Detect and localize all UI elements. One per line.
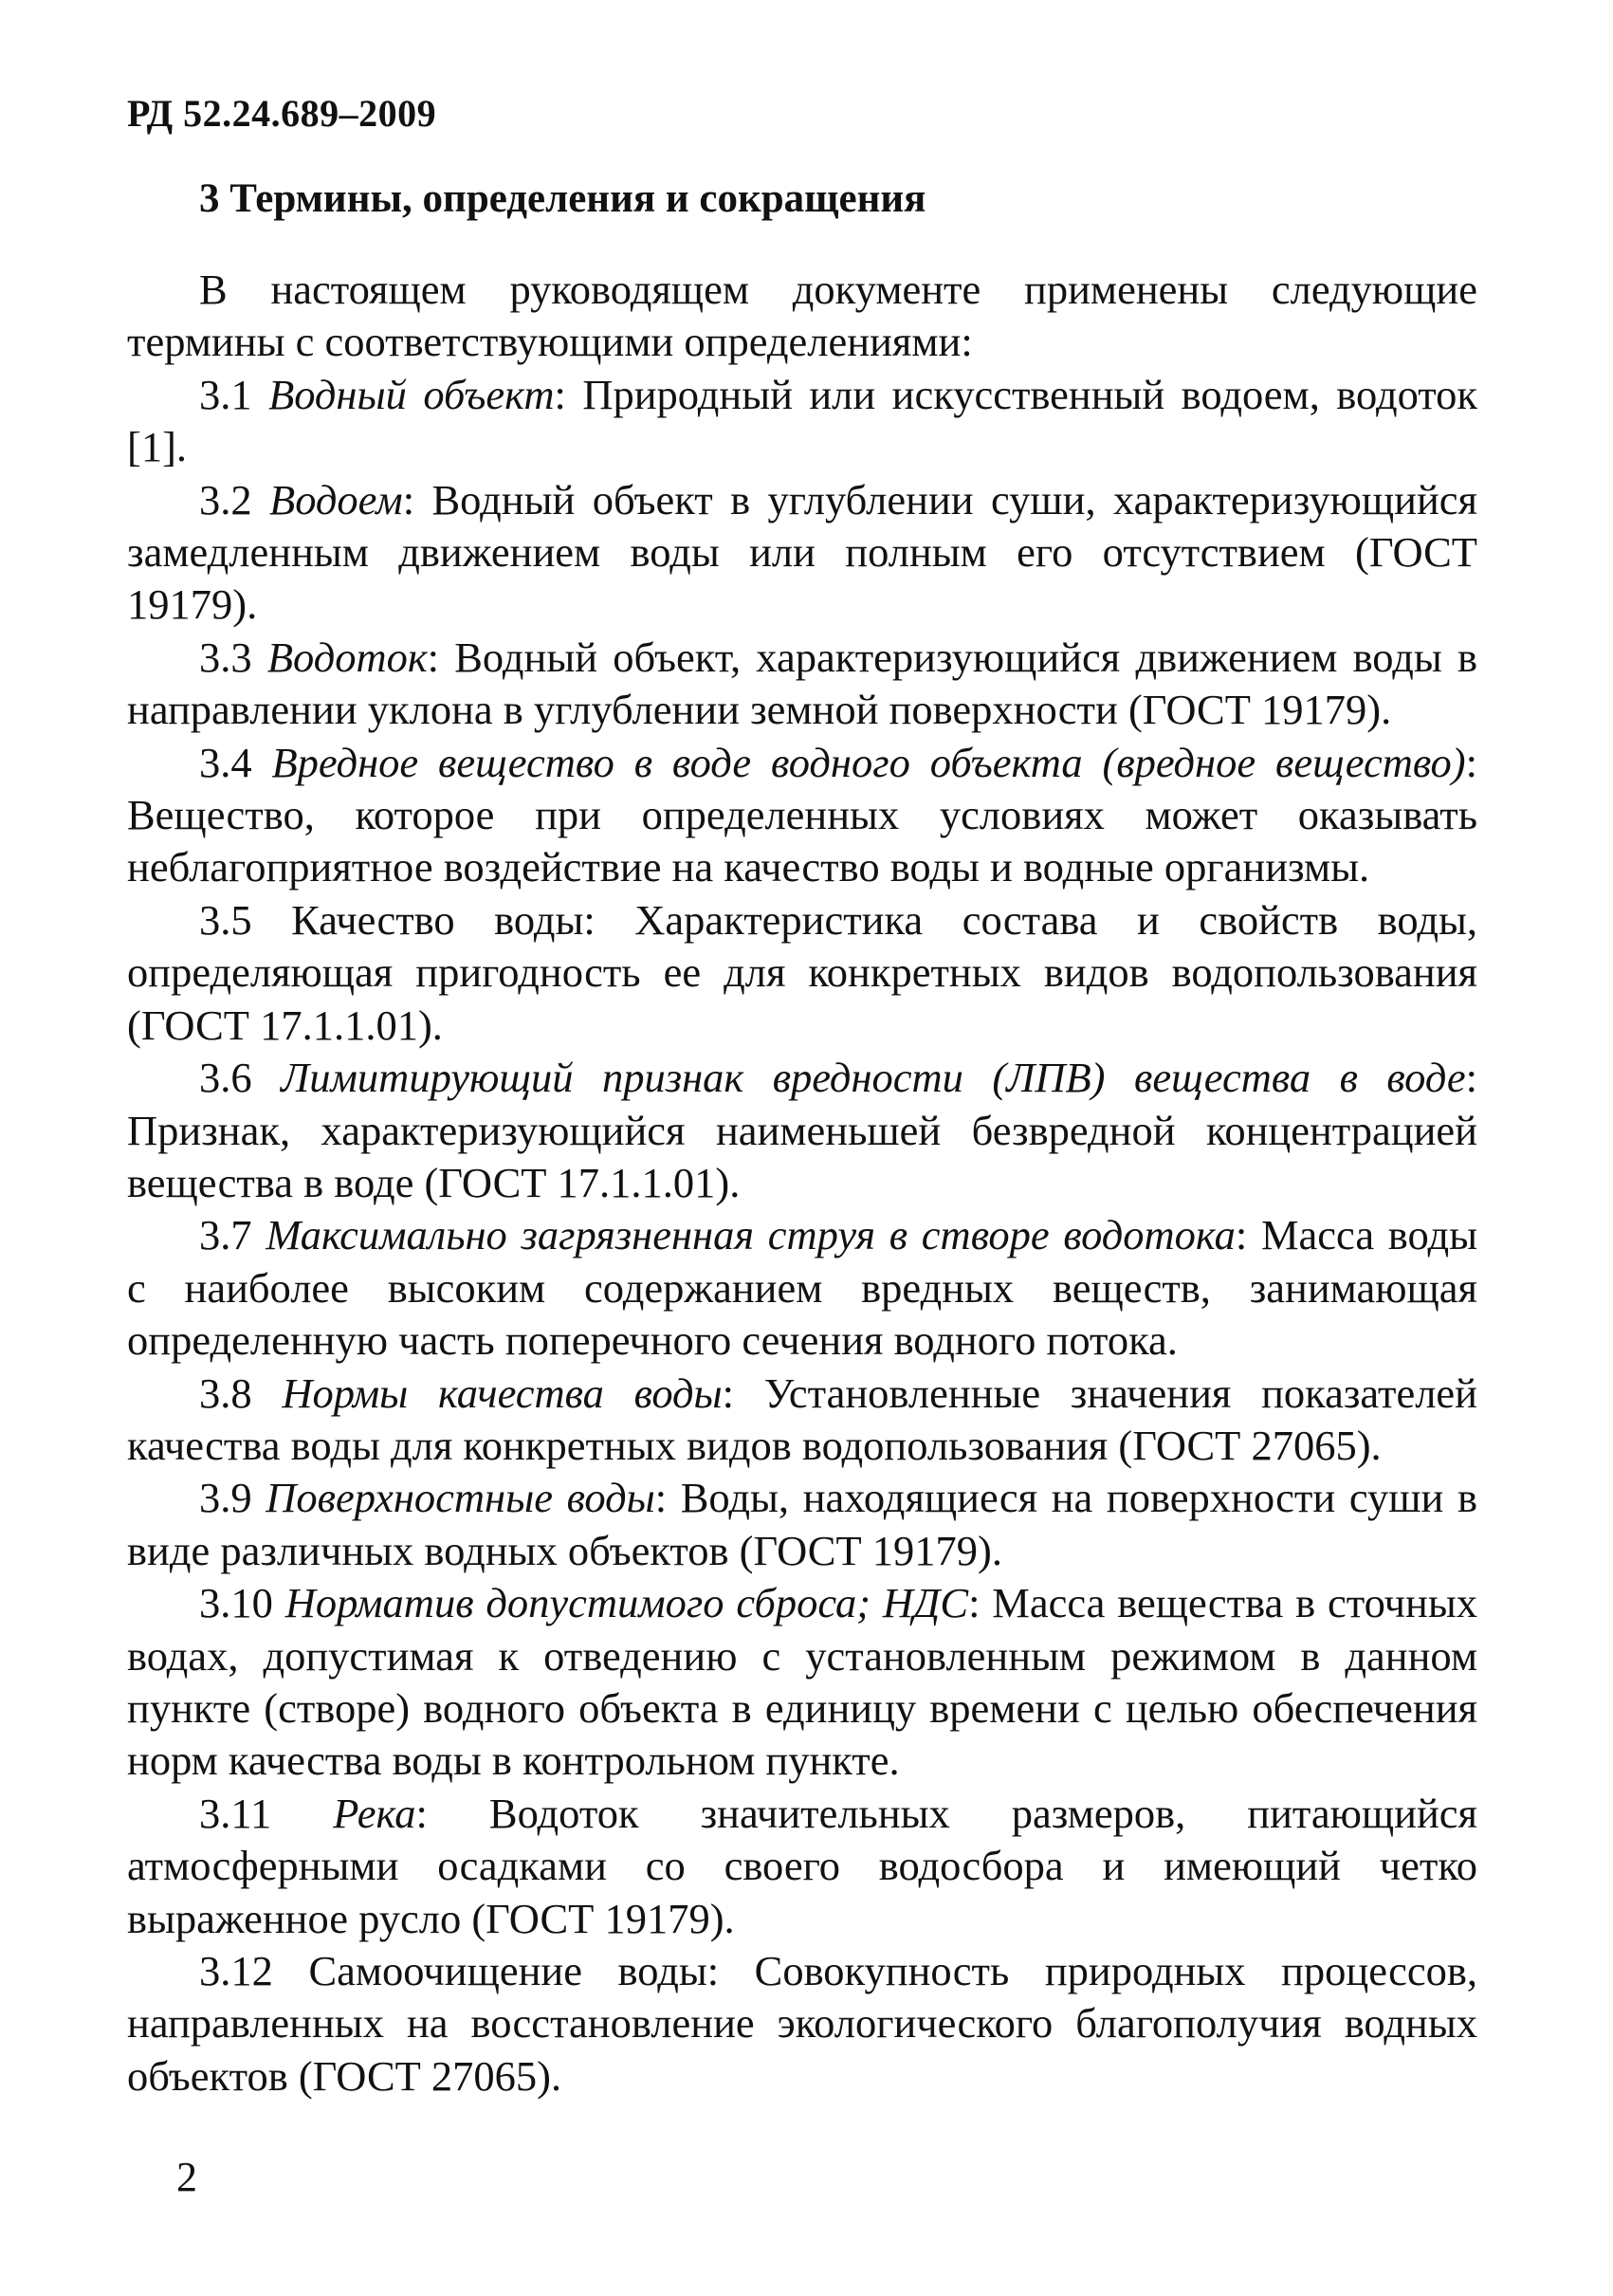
document-body (127, 264, 1477, 2103)
definition-text: Водный объект, характеризующийся движением воды в направлении уклона в углублении земной поверхности (ГОСТ 19179). (127, 633, 1478, 734)
definition-separator: : (554, 370, 566, 418)
definition-3-7 (127, 1209, 1477, 1367)
definition-number: 3.3 (199, 633, 252, 681)
intro-paragraph: В настоящем руководящем документе применены следующие термины с соответствующими определениями: (127, 266, 1477, 366)
definition-text: Масса вещества в сточных водах, допустимая к отведению с установленным режимом в данном пункте (створе) водного объекта в единицу времени с целью обеспечения норм качества воды в контрольном пункте. (127, 1579, 1478, 1785)
definition-3-5 (127, 894, 1477, 1052)
definition-number: 3.2 (199, 475, 252, 523)
definition-separator: : (1235, 1211, 1248, 1259)
definition-term: Водоем (269, 475, 403, 523)
definition-number: 3.6 (199, 1054, 252, 1102)
definition-number: 3.10 (199, 1579, 273, 1627)
definition-separator: : (415, 1789, 428, 1837)
definition-separator: : (1465, 738, 1477, 786)
definition-3-6 (127, 1052, 1477, 1209)
definition-separator: : (968, 1579, 981, 1627)
section-title: 3 Термины, определения и сокращения (199, 176, 926, 221)
definition-3-4 (127, 737, 1477, 894)
definition-text: Природный или искусственный водоем, водоток [1]. (127, 370, 1477, 471)
definition-term: Норматив допустимого сброса; НДС (284, 1579, 969, 1627)
page-number: 2 (176, 2154, 197, 2200)
definition-number: 3.12 (199, 1947, 273, 1994)
definition-separator: : (402, 475, 415, 523)
definition-3-2 (127, 474, 1477, 632)
definition-term: Нормы качества воды (282, 1368, 723, 1417)
definition-3-12 (127, 1945, 1477, 2103)
definition-text: Качество воды: Характеристика состава и свойств воды, определяющая пригодность ее для конкретных видов водопользования (ГОСТ 17.1.1.01). (127, 895, 1477, 1049)
definition-separator: : (722, 1368, 735, 1417)
definition-text: Установленные значения показателей качества воды для конкретных видов водопользования (ГОСТ 27065). (127, 1368, 1477, 1469)
definition-number: 3.11 (199, 1789, 272, 1837)
definition-number: 3.1 (199, 370, 252, 418)
definition-text: Масса воды с наиболее высоким содержанием вредных веществ, занимающая определенную часть поперечного сечения водного потока. (127, 1211, 1477, 1365)
definition-3-10 (127, 1577, 1477, 1788)
definition-number: 3.4 (199, 738, 252, 786)
definition-3-11 (127, 1788, 1477, 1945)
definition-number: 3.8 (199, 1368, 252, 1417)
definition-number: 3.5 (199, 895, 252, 944)
definition-3-3 (127, 632, 1477, 737)
definition-separator: : (654, 1474, 668, 1522)
definition-text: Признак, характеризующийся наименьшей безвредной концентрацией вещества в воде (ГОСТ 17.1.1.01). (127, 1106, 1477, 1206)
definition-term: Река (333, 1789, 416, 1837)
definition-number: 3.7 (199, 1211, 252, 1259)
definition-term: Водоток (266, 633, 428, 681)
definition-text: Воды, находящиеся на поверхности суши в виде различных водных объектов (ГОСТ 19179). (127, 1474, 1477, 1574)
definition-text: Вещество, которое при определенных условиях может оказывать неблагоприятное воздействие на качество воды и водные организмы. (127, 791, 1477, 891)
definition-3-1 (127, 369, 1477, 474)
definition-3-8 (127, 1368, 1477, 1473)
definition-term: Лимитирующий признак вредности (ЛПВ) вещества в воде (281, 1054, 1466, 1102)
definition-3-9 (127, 1472, 1477, 1577)
definition-term: Максимально загрязненная струя в створе водотока (266, 1211, 1236, 1259)
definition-separator: : (427, 633, 440, 681)
definition-term: Поверхностные воды (266, 1474, 655, 1522)
definition-term: Водный объект (268, 370, 555, 418)
definition-text: Водоток значительных размеров, питающийся атмосферными осадками со своего водосбора и имеющий четко выраженное русло (ГОСТ 19179). (127, 1789, 1477, 1942)
definition-separator: : (1465, 1054, 1478, 1102)
definition-text: Самоочищение воды: Совокупность природных процессов, направленных на восстановление экологического благополучия водных объектов (ГОСТ 27065). (127, 1947, 1477, 2100)
definition-number: 3.9 (199, 1474, 252, 1522)
definition-text: Водный объект в углублении суши, характеризующийся замедленным движением воды или полным его отсутствием (ГОСТ 19179). (127, 475, 1477, 629)
definition-term: Вредное вещество в воде водного объекта (вредное вещество) (271, 738, 1466, 786)
document-code: РД 52.24.689–2009 (127, 92, 437, 135)
